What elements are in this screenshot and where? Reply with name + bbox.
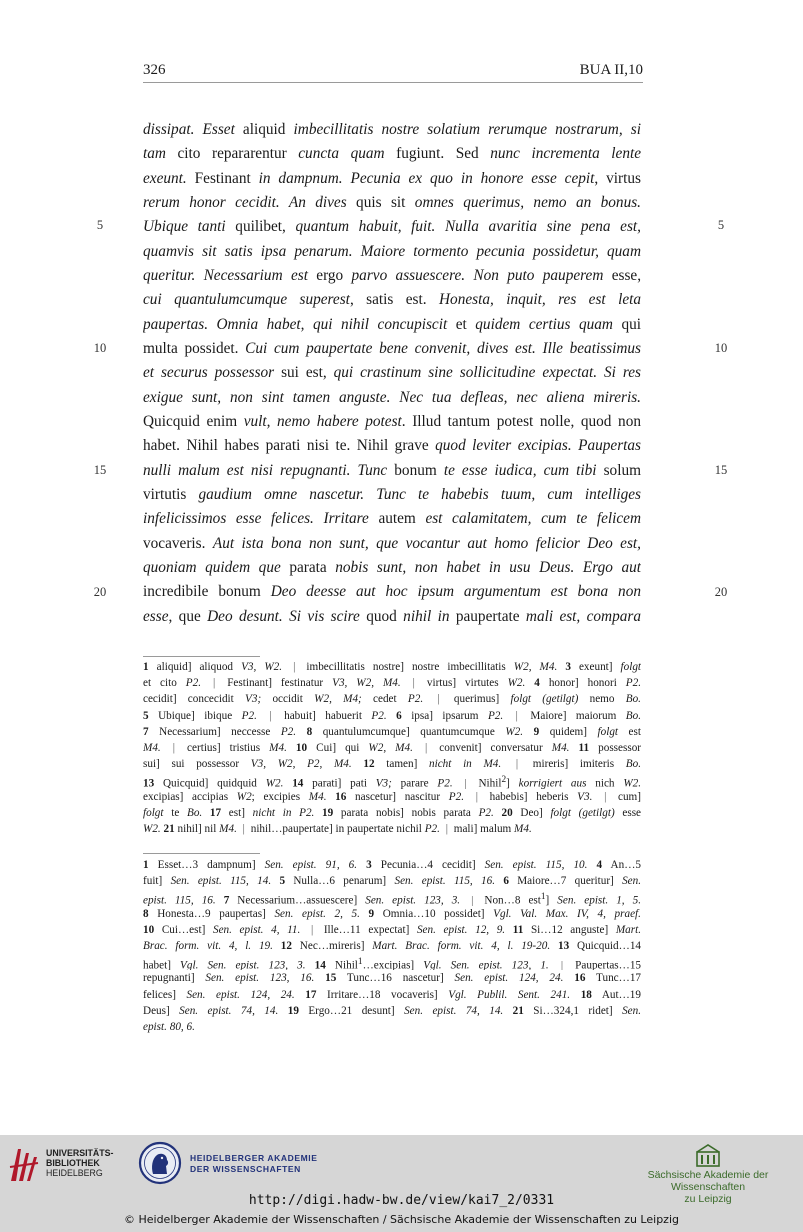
critical-apparatus (143, 659, 641, 837)
apparatus-line: 8 Honesta…9 paupertas] Sen. epist. 2, 5. 9 Omnia…10 possidet] Vgl. Val. Max. IV, 4, praef. (143, 907, 641, 920)
ub-name-line: HEIDELBERG (46, 1168, 103, 1178)
page-number: 326 (143, 62, 166, 78)
ub-name-line: BIBLIOTHEK (46, 1158, 100, 1168)
main-text (143, 118, 641, 629)
line-number: 10 (714, 341, 728, 355)
line-number: 15 (714, 463, 728, 477)
apparatus-line: fuit] Sen. epist. 115, 14. 5 Nulla…6 penarum] Sen. epist. 115, 16. 6 Maiore…7 queritur] Sen. (143, 875, 641, 888)
apparatus-line: W2. 21 nihil] nil M4. | nihil…paupertate] in paupertate nichil P2. | mali] malum M4. (143, 822, 532, 835)
text-line: vocaveris. Aut ista bona non sunt, que vocantur aut homo felicior Deo est, (143, 534, 641, 552)
line-number: 20 (93, 585, 107, 599)
copyright-notice: © Heidelberger Akademie der Wissenschaften / Sächsische Akademie der Wissenschaften zu Leipzig (123, 1213, 679, 1226)
text-line: paupertas. Omnia habet, qui nihil concupiscit et quidem certius quam qui (143, 315, 641, 333)
text-line: nulli malum est nisi repugnanti. Tunc bonum te esse iudica, cum tibi solum (143, 461, 641, 479)
line-number: 10 (93, 341, 107, 355)
text-line: rerum honor cecidit. An dives quis sit omnes querimus, nemo an bonus. (143, 193, 641, 211)
text-line: incredibile bonum Deo deesse aut hoc ipsum argumentum est bona non (143, 583, 641, 601)
text-line: et securus possessor sui est, qui crastinum sine sollicitudine expectat. Si res (143, 364, 641, 382)
text-line: dissipat. Esset aliquid imbecillitatis nostre solatium rerumque nostrarum, si (143, 121, 641, 138)
apparatus-line: 10 Cui…est] Sen. epist. 4, 11. | Ille…11 expectat] Sen. epist. 12, 9. 11 Si…12 anguste] Mart. (143, 923, 641, 936)
academy-seal-icon (138, 1141, 182, 1185)
apparatus-divider (143, 656, 260, 657)
ub-name-line: UNIVERSITÄTS- (46, 1148, 114, 1158)
text-line: Quicquid enim vult, nemo habere potest. Illud tantum potest nolle, quod non (143, 412, 641, 430)
apparatus-line: epist. 115, 16. 7 Necessarium…assuescere] Sen. epist. 123, 3. | Non…8 est$^1$] Sen. epist. 1, 5. (143, 892, 641, 906)
apparatus-line: 5 Ubique] ibique P2. | habuit] habuerit P2. 6 ipsa] ipsarum P2. | Maiore] maiorum Bo. (143, 709, 641, 722)
apparatus-line: Deus] Sen. epist. 74, 14. 19 Ergo…21 desunt] Sen. epist. 74, 14. 21 Si…324,1 ridet] Sen. (143, 1004, 641, 1017)
apparatus-line: 1 aliquid] aliquod V3, W2. | imbecillitatis nostre] nostre imbecillitatis W2, M4. 3 exeunt] folgt (143, 661, 641, 673)
apparatus-line: et cito P2. | Festinant] festinatur V3, W2, M4. | virtus] virtutes W2. 4 honor] honori P2. (143, 677, 641, 690)
text-line: cui quantulumcumque superest, satis est. Honesta, inquit, res est leta (143, 291, 641, 309)
apparatus-line: repugnanti] Sen. epist. 123, 16. 15 Tunc…16 nascetur] Sen. epist. 124, 24. 16 Tunc…17 (143, 972, 641, 985)
apparatus-line: epist. 80, 6. (143, 1020, 195, 1033)
text-line: Ubique tanti quilibet, quantum habuit, fuit. Nulla avaritia sine pena est, (143, 218, 641, 236)
apparatus-line: habet] Vgl. Sen. epist. 123, 3. 14 Nihil$^1$…excipias] Vgl. Sen. epist. 123, 1. | Paupertas…15 (143, 957, 641, 971)
text-line: exeunt. Festinant in dampnum. Pecunia ex quo in honore esse cepit, virtus (143, 169, 641, 187)
apparatus-line: M4. | certius] tristius M4. 10 Cui] qui W2, M4. | convenit] conversatur M4. 11 possessor (143, 741, 641, 754)
footer-bar (0, 1135, 803, 1232)
line-number: 15 (93, 463, 107, 477)
apparatus-line: 7 Necessarium] neccesse P2. 8 quantulumcumque] quantumcumque W2. 9 quidem] folgt est (143, 725, 641, 738)
running-header (143, 60, 643, 83)
volume-reference: BUA II,10 (579, 62, 643, 78)
apparatus-line: folgt te Bo. 17 est] nicht in P2. 19 parata nobis] nobis parata P2. 20 Deo] folgt (getilgt) esse (143, 806, 641, 819)
apparatus-line: 1 Esset…3 dampnum] Sen. epist. 91, 6. 3 Pecunia…4 cecidit] Sen. epist. 115, 10. 4 An…5 (143, 859, 641, 871)
ub-heidelberg-mark-icon (8, 1143, 40, 1185)
text-line: queritur. Necessarium est ergo parvo assuescere. Non puto pauperem esse, (143, 266, 641, 284)
apparatus-line: sui] sui possessor V3, W2, P2, M4. 12 tamen] nicht in M4. | mireris] imiteris Bo. (143, 758, 641, 771)
apparatus-line: Brac. form. vit. 4, l. 19. 12 Nec…mireris] Mart. Brac. form. vit. 4, l. 19-20. 13 Quicquid…14 (143, 939, 641, 952)
apparatus-line: 13 Quicquid] quidquid W2. 14 parati] pati V3; parare P2. | Nihil$^2$] korrigiert aus nich W2. (143, 775, 641, 789)
apparatus-line: excipias] accipias W2; excipies M4. 16 nascetur] nascitur P2. | habebis] heberis V3. | cum] (143, 790, 641, 803)
text-line: quoniam quidem que parata nobis sunt, non habet in usu Deus. Ergo aut (143, 558, 641, 576)
line-number: 5 (96, 218, 104, 232)
hadw-name-line: DER WISSENSCHAFTEN (190, 1164, 301, 1174)
apparatus-line: felices] Sen. epist. 124, 24. 17 Irritare…18 vocaveris] Vgl. Publil. Sent. 241. 18 Aut…19 (143, 988, 641, 1001)
text-line: exigue sunt, non sint tamen anguste. Nec tua defleas, nec aliena mireris. (143, 388, 641, 406)
text-line: infelicissimos esse felices. Irritare autem est calamitatem, cum te felicem (143, 510, 641, 528)
ub-heidelberg-logo[interactable] (8, 1143, 118, 1187)
hadw-name-line: HEIDELBERGER AKADEMIE (190, 1153, 318, 1163)
source-apparatus (143, 857, 641, 1035)
text-line: virtutis gaudium omne nascetur. Tunc te habebis tuum, cum intelliges (143, 485, 641, 503)
apparatus-line: cecidit] concecidit V3; occidit W2, M4; cedet P2. | querimus] folgt (getilgt) nemo Bo. (143, 693, 641, 706)
line-number: 20 (714, 585, 728, 599)
hadw-logo[interactable] (138, 1141, 338, 1189)
permalink[interactable]: http://digi.hadw-bw.de/view/kai7_2/0331 (248, 1193, 555, 1208)
text-line: quamvis sit satis ipsa penarum. Maiore tormento pecunia possidetur, quam (143, 242, 641, 260)
text-line: habet. Nihil habes parati nisi te. Nihil grave quod leviter excipias. Paupertas (143, 437, 641, 455)
text-line: tam cito repararentur cuncta quam fugiunt. Sed nunc incrementa lente (143, 145, 641, 163)
text-line: multa possidet. Cui cum paupertate bene convenit, dives est. Ille beatissimus (143, 339, 641, 357)
line-number: 5 (717, 218, 725, 232)
saw-name-line: Sächsische Akademie der Wissenschaften (647, 1169, 769, 1193)
text-line: esse, que Deo desunt. Si vis scire quod nihil in paupertate mali est, compara (143, 607, 641, 625)
saw-name-line: zu Leipzig (684, 1193, 732, 1205)
saw-building-icon (695, 1143, 721, 1167)
apparatus-divider (143, 853, 260, 854)
